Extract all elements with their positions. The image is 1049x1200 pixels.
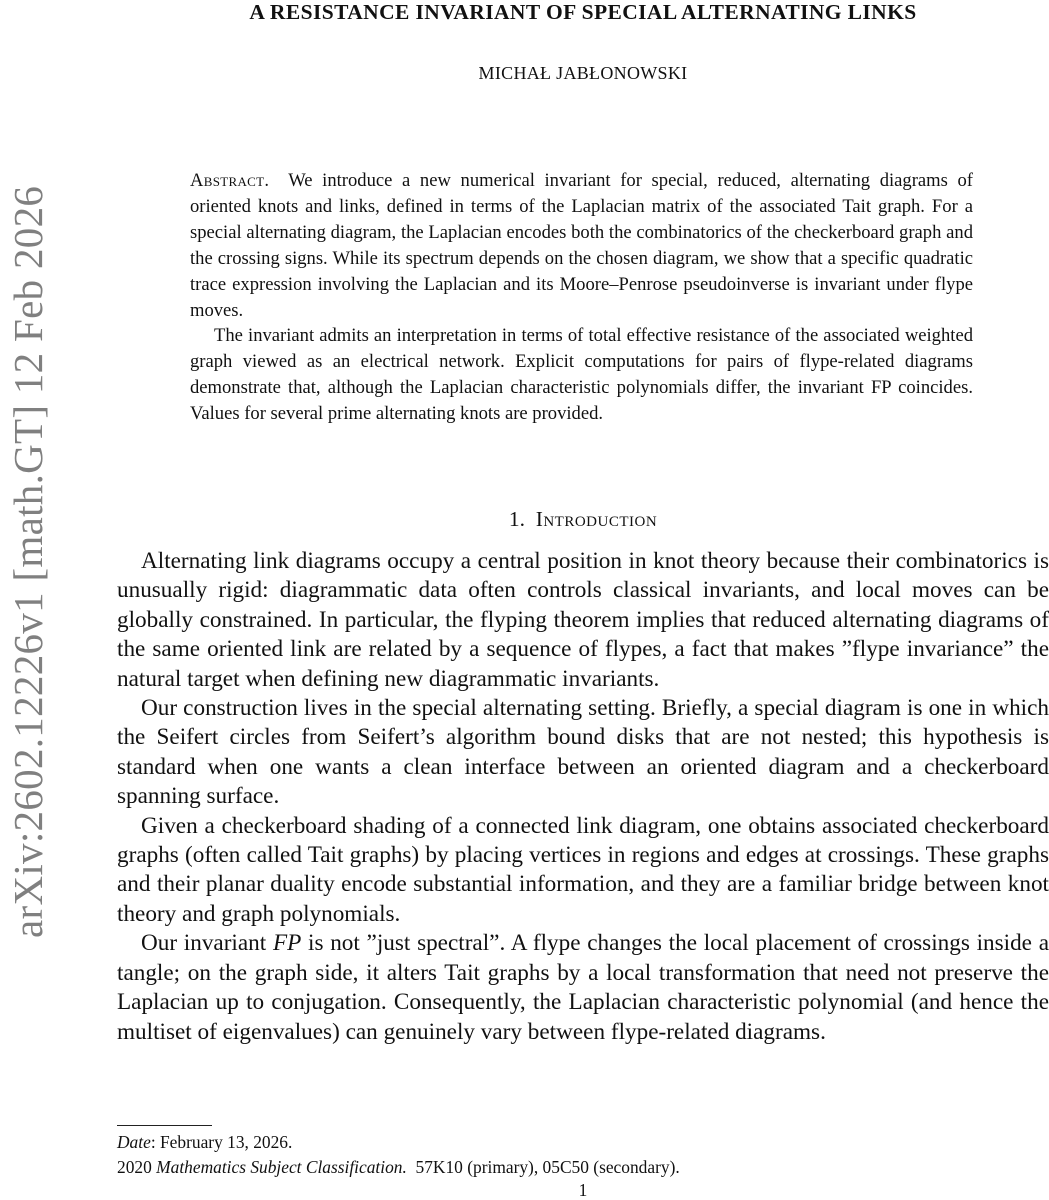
abstract — [190, 168, 973, 427]
abstract-paragraph-1 — [190, 168, 973, 323]
msc-year: 2020 — [117, 1157, 152, 1177]
footnotes — [117, 1130, 1049, 1180]
section-number: 1. — [508, 507, 525, 531]
invariant-symbol: FP — [272, 930, 302, 957]
body-paragraph-4 — [117, 929, 1049, 1047]
body-paragraph-1: Alternating link diagrams occupy a central position in knot theory because their combinatorics is unusually rigid: diagrammatic data often controls classical invariants, and local moves can be globally constrained. In particular, the flyping theorem implies that reduced alternating diagrams of the same oriented link are related by a sequence of flypes, a fact that makes ”flype invariance” the natural target when defining new diagrammatic invariants. — [117, 548, 1049, 692]
abstract-text-1: We introduce a new numerical invariant for special, reduced, alternating diagrams of oriented knots and links, defined in terms of the Laplacian matrix of the associated Tait graph. For a special alternating diagram, the Laplacian encodes both the combinatorics of the checkerboard graph and the crossing signs. While its spectrum depends on the chosen diagram, we show that a specific quadratic trace expression involving the Laplacian and its Moore–Penrose pseudoinverse is invariant under flype moves. — [190, 170, 973, 321]
footnote-rule — [117, 1125, 212, 1126]
footnote-date — [117, 1130, 1049, 1155]
arxiv-identifier-stamp: arXiv:2602.12226v1 [math.GT] 12 Feb 2026 — [5, 185, 51, 938]
msc-label: Mathematics Subject Classification. — [156, 1157, 407, 1177]
paper-author: MICHAŁ JABŁONOWSKI — [478, 63, 688, 83]
abstract-heading: Abstract. — [190, 170, 270, 191]
body-paragraph-4-rest: is not ”just spectral”. A flype changes the local placement of crossings inside a tangle; on the graph side, it alters Tait graphs by a local transformation that need not preserve the Laplacian up to conjugation. Consequently, the Laplacian characteristic polynomial (and hence the multiset of eigenvalues) can genuinely vary between flype-related diagrams. — [117, 930, 1049, 1045]
section-heading — [117, 505, 1049, 533]
body-paragraph-3: Given a checkerboard shading of a connected link diagram, one obtains associated checkerboard graphs (often called Tait graphs) by placing vertices in regions and edges at crossings. These graphs and their planar duality encode substantial information, and they are a familiar bridge between knot theory and graph polynomials. — [117, 812, 1049, 927]
date-label: Date — [117, 1132, 151, 1152]
abstract-paragraph-2: The invariant admits an interpretation in terms of total effective resistance of the associated weighted graph viewed as an electrical network. Explicit computations for pairs of flype-related diagrams demonstrate that, although the Laplacian characteristic polynomials differ, the invariant FP coincides. Values for several prime alternating knots are provided. — [190, 325, 973, 425]
footnote-msc — [117, 1155, 1049, 1180]
msc-value: 57K10 (primary), 05C50 (secondary). — [415, 1157, 680, 1177]
page-number: 1 — [578, 1180, 588, 1200]
paper-title: A RESISTANCE INVARIANT OF SPECIAL ALTERNATING LINKS — [249, 0, 917, 24]
body-paragraph-2: Our construction lives in the special alternating setting. Briefly, a special diagram is one in which the Seifert circles from Seifert’s algorithm bound disks that are not nested; this hypothesis is standard when one wants a clean interface between an oriented diagram and a checkerboard spanning surface. — [117, 695, 1049, 810]
section-title: Introduction — [535, 507, 658, 531]
date-value: : February 13, 2026. — [150, 1132, 293, 1152]
body-paragraph-4-lead: Our invariant — [141, 930, 267, 957]
body-text — [117, 547, 1049, 1047]
